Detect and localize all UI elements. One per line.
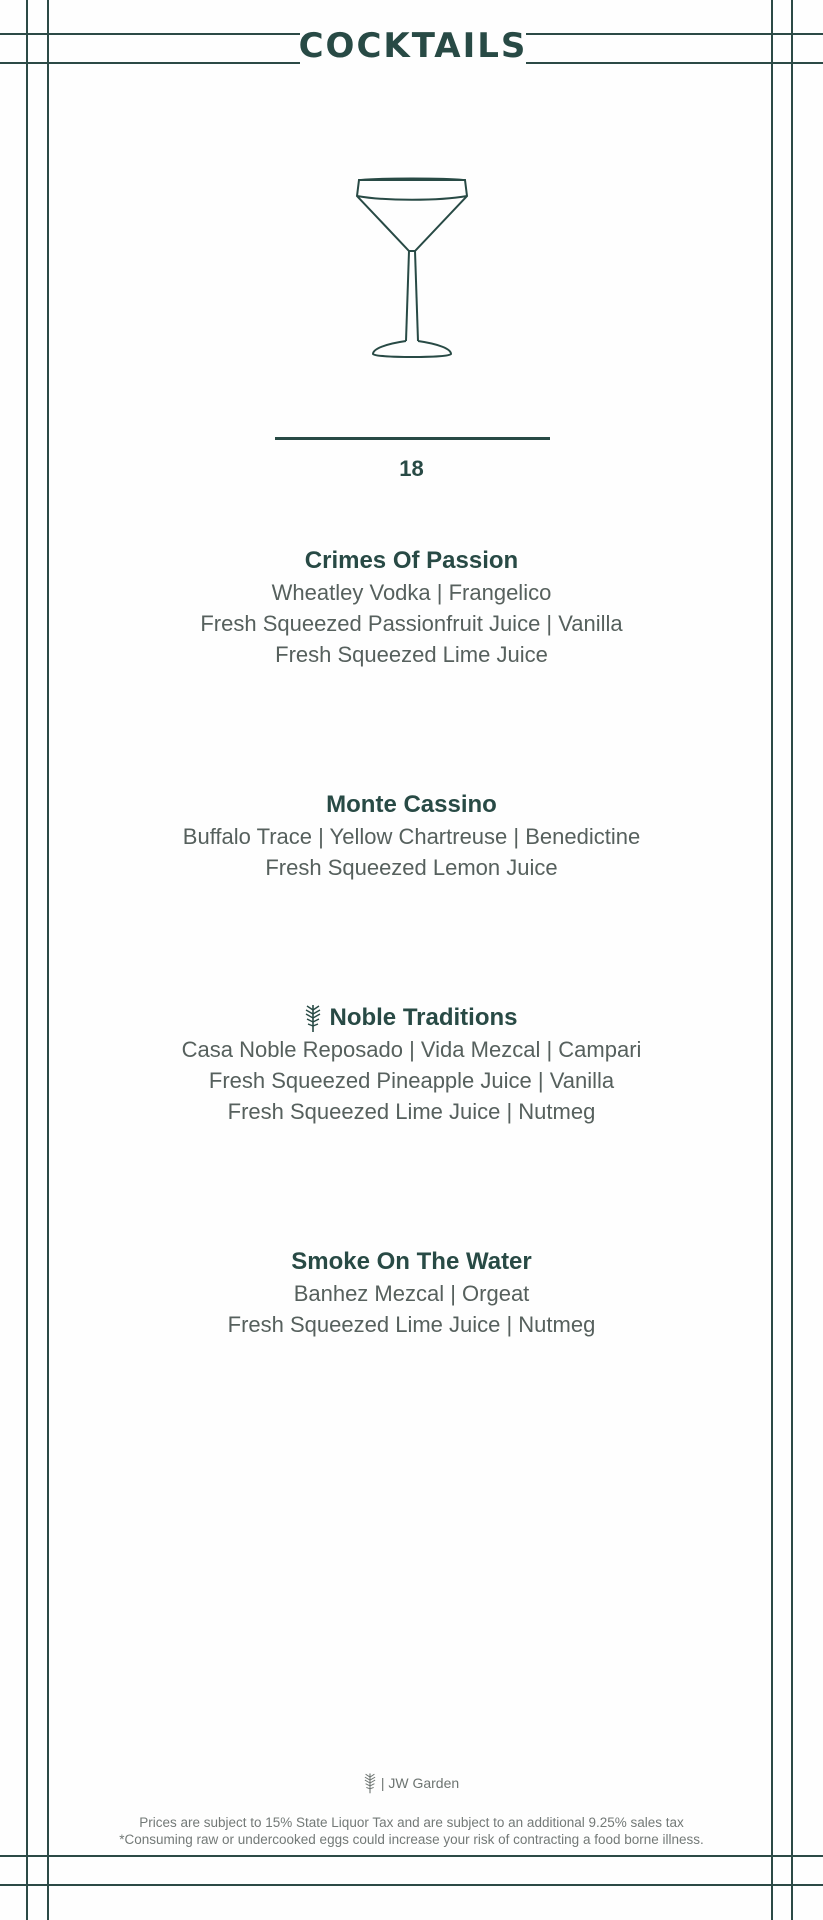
ingredient-line: Fresh Squeezed Lime Juice [275, 642, 548, 667]
menu-title-plate [300, 18, 526, 74]
tax-note: Prices are subject to 15% State Liquor Tax and are subject to an additional 9.25% sales tax [139, 1815, 684, 1830]
ingredient-line: Casa Noble Reposado | Vida Mezcal | Campari [181, 1037, 642, 1062]
frame-left-outer-line [26, 0, 28, 1920]
ingredient-line: Fresh Squeezed Passionfruit Juice | Vanilla [200, 611, 623, 636]
drink-item-smoke-on-the-water [0, 1247, 823, 1340]
frame-left-inner-line [47, 0, 49, 1920]
drink-name-row [0, 790, 823, 820]
leaf-icon [364, 1772, 376, 1794]
ingredient-line: Wheatley Vodka | Frangelico [271, 580, 552, 605]
drink-name-row [0, 1003, 823, 1033]
drink-ingredients [0, 1034, 823, 1127]
footer-notes [0, 1814, 823, 1848]
drink-item-monte-cassino [0, 790, 823, 883]
leaf-icon [305, 1003, 321, 1033]
drink-ingredients [0, 577, 823, 670]
ingredient-line: Banhez Mezcal | Orgeat [293, 1281, 530, 1306]
garden-legend-label: | JW Garden [380, 1775, 460, 1791]
health-warning: *Consuming raw or undercooked eggs could increase your risk of contracting a food borne illness. [119, 1832, 704, 1847]
drink-item-crimes-of-passion [0, 546, 823, 670]
drink-name: Noble Traditions [329, 1004, 518, 1031]
garden-legend [0, 1772, 823, 1794]
ingredient-line: Fresh Squeezed Lime Juice | Nutmeg [227, 1312, 596, 1337]
frame-right-inner-line [771, 0, 773, 1920]
ingredient-line: Fresh Squeezed Pineapple Juice | Vanilla [208, 1068, 615, 1093]
cocktail-price: 18 [399, 456, 424, 481]
drink-name-row [0, 1247, 823, 1277]
drink-ingredients [0, 821, 823, 883]
drink-name: Monte Cassino [326, 791, 497, 818]
frame-right-outer-line [791, 0, 793, 1920]
drink-name-row [0, 546, 823, 576]
ingredient-line: Fresh Squeezed Lime Juice | Nutmeg [227, 1099, 596, 1124]
frame-bottom-line-lower [0, 1884, 823, 1886]
drink-name: Crimes Of Passion [304, 547, 519, 574]
menu-title: COCKTAILS [298, 26, 528, 66]
drink-item-noble-traditions [0, 1003, 823, 1127]
ingredient-line: Buffalo Trace | Yellow Chartreuse | Benedictine [182, 824, 641, 849]
martini-glass-icon [355, 176, 469, 362]
ingredient-line: Fresh Squeezed Lemon Juice [265, 855, 558, 880]
frame-bottom-line-upper [0, 1855, 823, 1857]
price-divider [275, 437, 550, 440]
drink-name: Smoke On The Water [291, 1248, 532, 1275]
drink-ingredients [0, 1278, 823, 1340]
